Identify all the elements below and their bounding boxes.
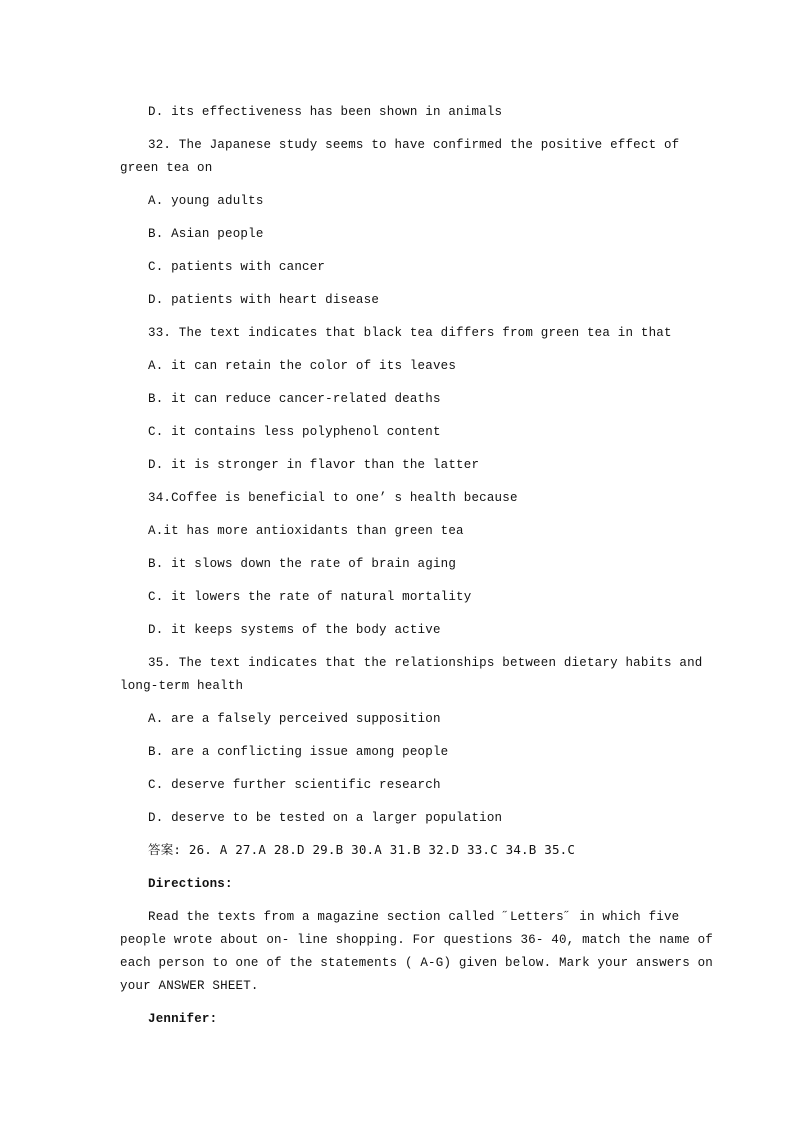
q33-option-c: C. it contains less polyphenol content (148, 425, 441, 439)
q34-option-d: D. it keeps systems of the body active (148, 623, 441, 637)
q35-option-a: A. are a falsely perceived supposition (148, 712, 441, 726)
q33-option-d: D. it is stronger in flavor than the latter (148, 458, 480, 472)
q32-option-d: D. patients with heart disease (148, 293, 380, 307)
letter-author-name: Jennifer: (148, 1012, 218, 1026)
q34-option-c: C. it lowers the rate of natural mortality (148, 590, 472, 604)
q35-stem-line2: long-term health (120, 679, 244, 693)
directions-line2: people wrote about on- line shopping. For questions 36- 40, match the name of (120, 933, 713, 947)
q32-option-a: A. young adults (148, 194, 264, 208)
q35-option-d: D. deserve to be tested on a larger population (148, 811, 503, 825)
q33-option-b: B. it can reduce cancer-related deaths (148, 392, 441, 406)
q34-option-a: A.it has more antioxidants than green tea (148, 524, 464, 538)
q34-stem: 34.Coffee is beneficial to one’ s health because (148, 491, 518, 505)
q33-option-a: A. it can retain the color of its leaves (148, 359, 457, 373)
q35-option-c: C. deserve further scientific research (148, 778, 441, 792)
q35-stem-line1: 35. The text indicates that the relationships between dietary habits and (148, 656, 703, 670)
q33-stem: 33. The text indicates that black tea differs from green tea in that (148, 326, 672, 340)
q35-option-b: B. are a conflicting issue among people (148, 745, 449, 759)
directions-line4: your ANSWER SHEET. (120, 979, 259, 993)
q31-option-d: D. its effectiveness has been shown in animals (148, 105, 503, 119)
q32-option-c: C. patients with cancer (148, 260, 326, 274)
q34-option-b: B. it slows down the rate of brain aging (148, 557, 457, 571)
q32-option-b: B. Asian people (148, 227, 264, 241)
directions-heading: Directions: (148, 877, 233, 891)
directions-line3: each person to one of the statements ( A-G) given below. Mark your answers on (120, 956, 713, 970)
answer-key: 答案: 26. A 27.A 28.D 29.B 30.A 31.B 32.D 33.C 34.B 35.C (148, 842, 576, 857)
directions-line1: Read the texts from a magazine section called ˝Letters˝ in which five (148, 910, 680, 924)
q32-stem-line2: green tea on (120, 161, 213, 175)
q32-stem-line1: 32. The Japanese study seems to have confirmed the positive effect of (148, 138, 680, 152)
